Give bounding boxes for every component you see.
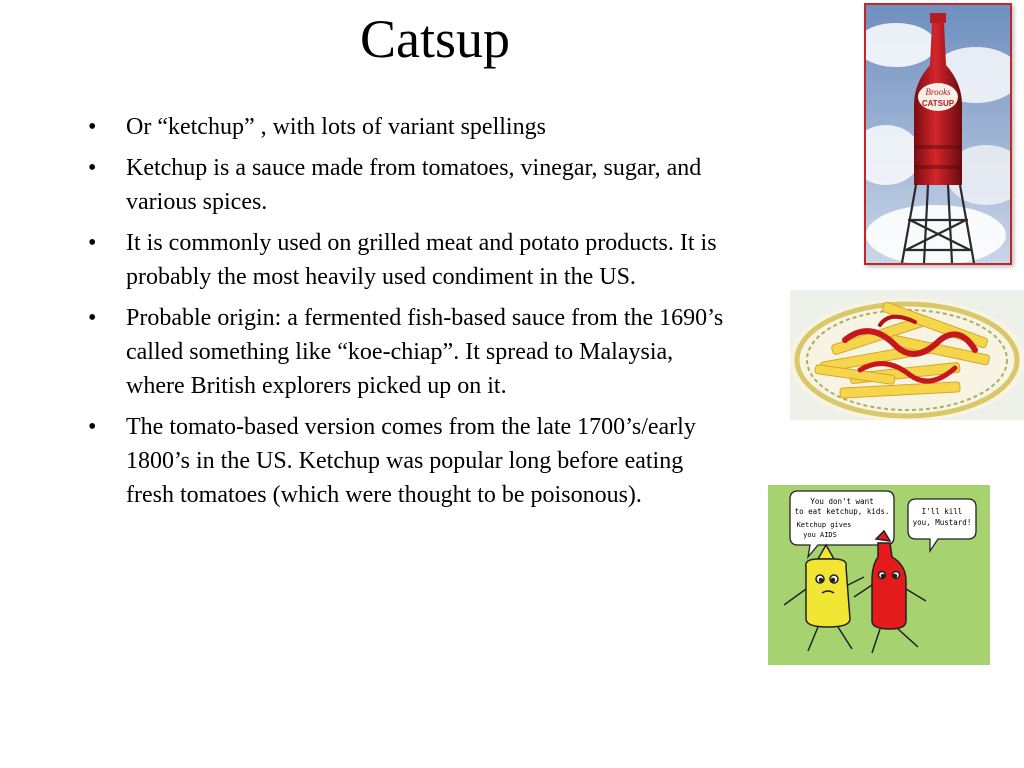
bullet-text: Ketchup is a sauce made from tomatoes, vinegar, sugar, and various spices. [126, 155, 702, 215]
bullet-dot: • [88, 155, 97, 181]
cartoon-bubble-line: to eat ketchup, kids. [794, 507, 890, 516]
tower-brand-text: Brooks [925, 87, 951, 97]
bullet-dot: • [88, 114, 97, 140]
bullet-item [88, 301, 728, 403]
cartoon-bubble-line: you, Mustard! [912, 518, 972, 527]
fries-illustration [790, 290, 1024, 420]
bullet-text: The tomato-based version comes from the late 1700’s/early 1800’s in the US. Ketchup was popular long before eating fresh tomatoes (which were thought to be poisonous). [126, 414, 696, 508]
tower-label-text: CATSUP [921, 99, 955, 108]
bullet-text: It is commonly used on grilled meat and potato products. It is probably the most heavily used condiment in the US. [126, 230, 717, 290]
bullet-text: Or “ketchup” , with lots of variant spellings [126, 114, 546, 140]
bullet-list [88, 110, 728, 519]
cartoon-bubble-line: You don't want [810, 497, 874, 506]
bullet-dot: • [88, 230, 97, 256]
catsup-bottle-tower-image [864, 3, 1012, 265]
cartoon-illustration [768, 485, 990, 665]
bullet-item [88, 410, 728, 512]
cartoon-bubble-line: you AIDS [803, 531, 837, 539]
cartoon-bubble-line: I'll kill [921, 507, 963, 516]
fries-with-ketchup-image [790, 290, 1024, 420]
tower-illustration [866, 5, 1010, 263]
bullet-item [88, 151, 728, 219]
bullet-text: Probable origin: a fermented fish-based sauce from the 1690’s called something like “koe-chiap”. It spread to Malaysia, where British explorers picked up on it. [126, 305, 724, 399]
bullet-dot: • [88, 414, 97, 440]
bullet-item [88, 226, 728, 294]
slide-title: Catsup [359, 9, 510, 69]
bullet-dot: • [88, 305, 97, 331]
cartoon-bubble-line: Ketchup gives [796, 521, 852, 529]
mustard-ketchup-cartoon-image [768, 485, 990, 665]
bullet-item [88, 110, 728, 144]
